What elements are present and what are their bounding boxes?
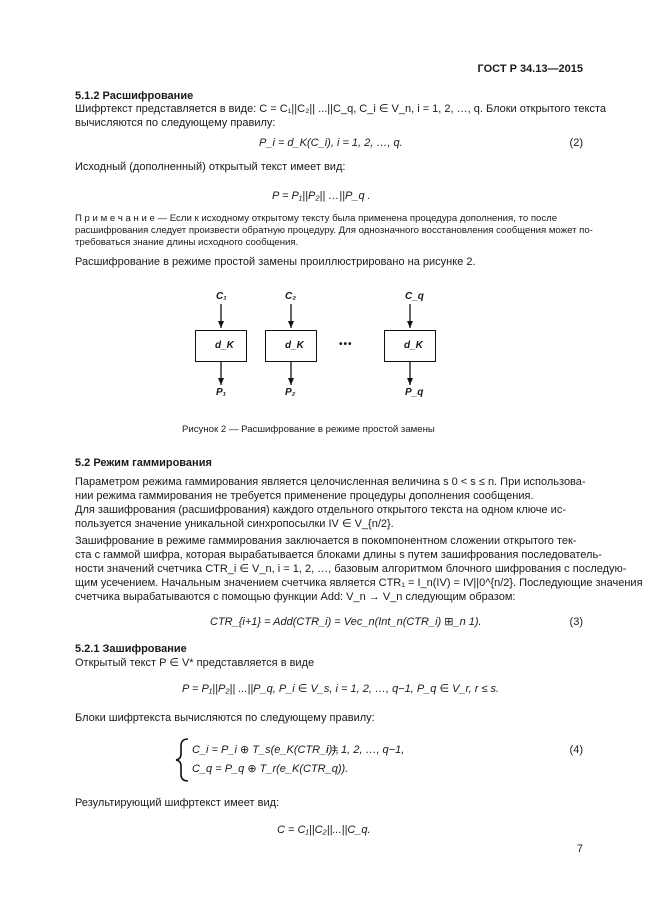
- block-label: d_K: [285, 340, 304, 351]
- paragraph-text: Расшифрование в режиме простой замены проиллюстрировано на рисунке 2.: [75, 256, 476, 268]
- paragraph-text: счетчика вырабатываются с помощью функции Add: V_n → V_n следующим образом:: [75, 591, 516, 603]
- equation-number: (2): [569, 137, 583, 149]
- paragraph-text: Для зашифрования (расшифрования) каждого отдельного открытого текста на одном ключе ис-: [75, 504, 566, 516]
- system-brace: [176, 739, 188, 781]
- paragraph-text: Исходный (дополненный) открытый текст имеет вид:: [75, 161, 346, 173]
- paragraph-text: Шифртекст представляется в виде: C = C₁||C₂|| ...||C_q, C_i ∈ V_n, i = 1, 2, …, q. Блоки открытого текста: [75, 103, 606, 115]
- paragraph-text: ста с гаммой шифра, которая вырабатывается блоками длины s путем зашифрования последователь-: [75, 549, 602, 561]
- section-heading-5-2: 5.2 Режим гаммирования: [75, 457, 212, 469]
- paragraph-text: Блоки шифртекста вычисляются по следующему правилу:: [75, 712, 375, 724]
- input-label-cq: C_q: [405, 291, 424, 302]
- equation-4-line-2: C_q = P_q ⊕ T_r(e_K(CTR_q)).: [192, 763, 349, 775]
- paragraph-text: пользуется значение уникальной синхропосылки IV ∈ V_{n/2}.: [75, 518, 394, 530]
- output-label-p2: P₂: [285, 387, 296, 398]
- paragraph-text: щим усечением. Начальным значением счетчика является CTR₁ = I_n(IV) = IV||0^{n/2}. Последующие значения: [75, 577, 643, 589]
- page-number: 7: [576, 843, 583, 855]
- note-text: — Если к исходному открытому тексту была применена процедура дополнения, то после: [154, 213, 558, 224]
- output-label-pq: P_q: [405, 387, 424, 398]
- ellipsis-dots: •••: [339, 339, 353, 350]
- equation-plaintext-blocks: P = P₁||P₂|| ...||P_q, P_i ∈ V_s, i = 1, 2, …, q−1, P_q ∈ V_r, r ≤ s.: [182, 683, 500, 695]
- note-text: требоваться знание длины исходного сообщения.: [75, 237, 299, 248]
- note-label: П р и м е ч а н и е: [75, 213, 155, 224]
- equation-4-condition: i = 1, 2, …, q−1,: [326, 744, 405, 756]
- paragraph-text: Параметром режима гаммирования является целочисленная величина s 0 < s ≤ n. При использова-: [75, 476, 586, 488]
- paragraph-text: нии режима гаммирования не требуется применение процедуры дополнения сообщения.: [75, 490, 534, 502]
- paragraph-text: Зашифрование в режиме гаммирования заключается в покомпонентном сложении открытого тек-: [75, 535, 577, 547]
- figure-caption: Рисунок 2 — Расшифрование в режиме простой замены: [182, 424, 435, 435]
- note-text: расшифрования следует произвести обратную процедуру. Для однозначного восстановления сообщения может по-: [75, 225, 593, 236]
- equation-3: CTR_{i+1} = Add(CTR_i) = Vec_n(Int_n(CTR_i) ⊞_n 1).: [210, 616, 482, 628]
- input-label-c1: C₁: [216, 291, 227, 302]
- paragraph-text: вычисляются по следующему правилу:: [75, 117, 276, 129]
- equation-plaintext: P = P₁||P₂|| …||P_q .: [272, 190, 371, 202]
- input-label-c2: C₂: [285, 291, 297, 302]
- equation-2: P_i = d_K(C_i), i = 1, 2, …, q.: [259, 137, 403, 149]
- paragraph-text: Результирующий шифртекст имеет вид:: [75, 797, 280, 809]
- section-heading-5-1-2: 5.1.2 Расшифрование: [75, 90, 194, 102]
- block-label: d_K: [404, 340, 423, 351]
- equation-ciphertext: C = C₁||C₂||...||C_q.: [277, 824, 371, 836]
- document-code: ГОСТ Р 34.13—2015: [477, 63, 583, 75]
- block-label: d_K: [215, 340, 234, 351]
- equation-4-line-1: C_i = P_i ⊕ T_s(e_K(CTR_i)),: [192, 744, 340, 756]
- paragraph-text: Открытый текст P ∈ V* представляется в виде: [75, 657, 315, 669]
- output-label-p1: P₁: [216, 387, 227, 398]
- equation-number: (3): [569, 616, 583, 628]
- section-heading-5-2-1: 5.2.1 Зашифрование: [75, 643, 187, 655]
- equation-number: (4): [569, 744, 583, 756]
- paragraph-text: ности значений счетчика CTR_i ∈ V_n, i = 1, 2, …, базовым алгоритмом блочного шифрования с последую-: [75, 563, 627, 575]
